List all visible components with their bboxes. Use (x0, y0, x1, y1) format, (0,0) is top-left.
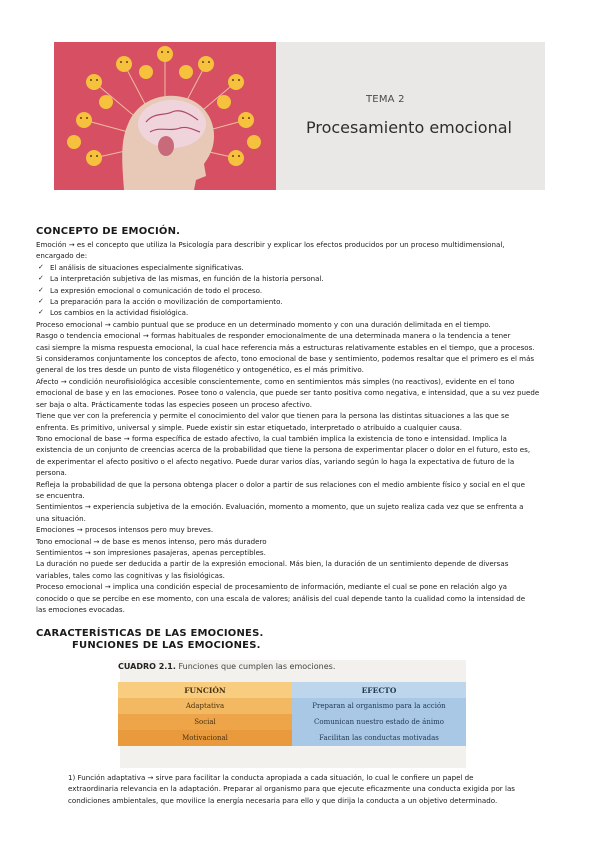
closing-line: condiciones ambientales, que movilice la energía necesaria para ello y que dirija la conducta a un objetivo determinado. (68, 795, 498, 805)
paragraph-line: Sentimientos → experiencia subjetiva de la emoción. Evaluación, momento a momento, que un sujeto realiza cada vez que se enfrenta a (36, 502, 524, 512)
header-banner (54, 42, 545, 190)
table-header-efecto: EFECTO (292, 682, 466, 698)
table-cell-funcion: Adaptativa (118, 698, 292, 714)
table-header-row (118, 682, 466, 698)
paragraph-line: variables, tales como las cognitivas y las fisiológicas. (36, 570, 225, 580)
paragraph-line: persona. (36, 468, 67, 478)
paragraph-line: Proceso emocional → cambio puntual que se produce en un determinado momento y con una duración delimitada en el tiempo. (36, 319, 491, 329)
table-row (118, 730, 466, 746)
paragraph-line: ser baja o alta. Prácticamente todas las especies poseen un proceso afectivo. (36, 399, 312, 409)
paragraph-line: Si consideramos conjuntamente los conceptos de afecto, tono emocional de base y sentimiento, podemos resaltar que el primero es el más (36, 354, 535, 364)
paragraph-line: Tiene que ver con la preferencia y permite el conocimiento del valor que tienen para la persona las distintas situaciones a las que se (36, 411, 510, 421)
banner-title-panel (276, 42, 545, 190)
paragraph-line: las emociones evocadas. (36, 605, 125, 614)
paragraph-line: conocido o que se percibe en ese momento, con una escala de valores; análisis del cual depende tanto la cualidad como la intensidad de (36, 593, 526, 603)
paragraph-line: una situación. (36, 513, 86, 523)
table-cell-efecto: Preparan al organismo para la acción (292, 698, 466, 714)
section-heading-caracteristicas: CARACTERÍSTICAS DE LAS EMOCIONES. (36, 628, 264, 639)
brain-illustration-icon (54, 42, 276, 190)
paragraph-line: La duración no puede ser deducida a partir de la expresión emocional. Más bien, la duración de un sentimiento depende de diversas (36, 559, 509, 569)
paragraph-line: casi siempre la misma respuesta emocional, la cual hace referencia más a estructuras relativamente estables en el tiempo, que a procesos. (36, 342, 535, 352)
checklist-item: ✓ El análisis de situaciones especialmente significativas. (36, 262, 566, 273)
paragraph-line: Tono emocional → de base es menos intenso, pero más duradero (36, 536, 267, 546)
intro-line: Emoción → es el concepto que utiliza la Psicología para describir y explicar los efectos producidos por un proceso multidimensional, (36, 240, 505, 249)
paragraph-line: existencia de un conjunto de creencias acerca de la probabilidad que tiene la persona de experimentar placer o dolor en el futuro, esto es, (36, 445, 531, 455)
table-row (118, 714, 466, 730)
checklist-item: ✓ La interpretación subjetiva de las mismas, en función de la historia personal. (36, 273, 566, 284)
brain-emoji-illustration (54, 42, 276, 190)
section-body-concepto (36, 239, 566, 615)
table-cell-funcion: Motivacional (118, 730, 292, 746)
paragraph-line: Emociones → procesos intensos pero muy breves. (36, 525, 214, 535)
subheading-funciones: FUNCIONES DE LAS EMOCIONES. (72, 640, 261, 651)
checklist-item: ✓ La preparación para la acción o movilización de comportamiento. (36, 296, 566, 307)
table-row (118, 698, 466, 714)
topic-label: TEMA 2 (366, 94, 405, 105)
table-cell-funcion: Social (118, 714, 292, 730)
functions-table (118, 682, 466, 746)
paragraph-line: Proceso emocional → implica una condición especial de procesamiento de información, mediante el cual se pone en relación algo ya (36, 582, 508, 592)
checklist-item: ✓ La expresión emocional o comunicación de todo el proceso. (36, 285, 566, 296)
table-header-funcion: FUNCIÓN (118, 682, 292, 698)
paragraph-line: de experimentar el afecto positivo o el afecto negativo. Puede durar varios días, variando según lo haga la expectativa de futuro de la (36, 456, 515, 466)
table-caption-label: CUADRO 2.1. (118, 662, 176, 671)
closing-line: extraordinaria relevancia en la adaptación. Preparar al organismo para que ejecute eficazmente una conducta exigida por las (68, 784, 515, 794)
paragraph-line: Refleja la probabilidad de que la persona obtenga placer o dolor a partir de sus relaciones con el medio ambiente físico y social en el que (36, 479, 525, 489)
paragraph-line: Tono emocional de base → forma específica de estado afectivo, la cual también implica la existencia de tono e intensidad. Implica la (36, 433, 507, 443)
paragraph-line: enfrenta. Es primitivo, universal y simple. Puede existir sin estar etiquetado, interpretado o atribuido a cualquier causa. (36, 422, 463, 432)
paragraph-line: Rasgo o tendencia emocional → formas habituales de responder emocionalmente de una determinada manera o la tendencia a tener (36, 331, 511, 341)
table-caption (118, 662, 335, 671)
checklist-item: ✓ Los cambios en la actividad fisiológica. (36, 307, 566, 318)
paragraph-line: Afecto → condición neurofisiológica accesible conscientemente, como en sentimientos más simples (no reactivos), evidente en el tono (36, 376, 515, 386)
table-cell-efecto: Comunican nuestro estado de ánimo (292, 714, 466, 730)
intro-line: encargado de: (36, 251, 88, 261)
closing-line: 1) Función adaptativa → sirve para facilitar la conducta apropiada a cada situación, lo cual le confiere un papel de (68, 773, 474, 782)
paragraph-line: se encuentra. (36, 490, 85, 500)
page-title: Procesamiento emocional (306, 118, 512, 137)
table-caption-text: Funciones que cumplen las emociones. (178, 662, 336, 671)
section-heading-concepto: CONCEPTO DE EMOCIÓN. (36, 226, 181, 237)
paragraph-line: general de los tres desde un punto de vista filogenético y ontogenético, es el más primitivo. (36, 365, 364, 375)
paragraph-line: emocional de base y en las emociones. Posee tono o valencia, que puede ser tanto positiva como negativa, e intensidad, que a su vez puede (36, 388, 540, 398)
paragraph-line: Sentimientos → son impresiones pasajeras, apenas perceptibles. (36, 547, 266, 557)
closing-paragraph (68, 772, 566, 806)
table-cell-efecto: Facilitan las conductas motivadas (292, 730, 466, 746)
